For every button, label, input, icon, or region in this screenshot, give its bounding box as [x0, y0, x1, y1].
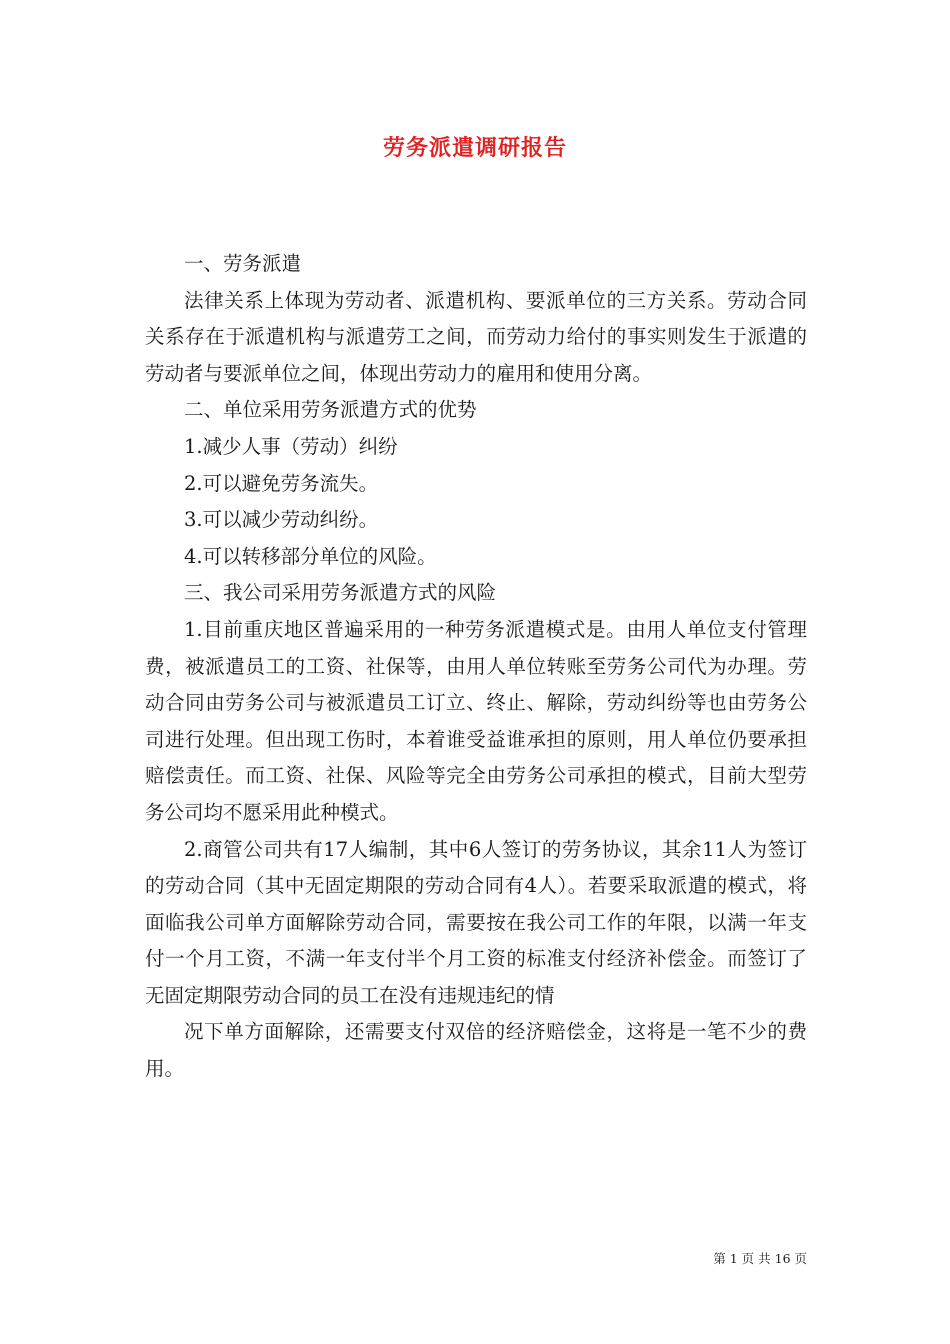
risk-paragraph-2: 2.商管公司共有17人编制，其中6人签订的劳务协议，其余11人为签订的劳动合同（其中无固定期限的劳动合同有4人）。若要采取派遣的模式，将面临我公司单方面解除劳动合同，需要按在我公司工作的年限，以满一年支付一个月工资，不满一年支付半个月工资的标准支付经济补偿金。而签订了无固定期限劳动合同的员工在没有违规违纪的情 [145, 837, 807, 1007]
advantage-item-2: 2.可以避免劳务流失。 [184, 471, 379, 495]
page-number: 第 1 页 共 16 页 [713, 1251, 807, 1266]
advantage-item-4: 4.可以转移部分单位的风险。 [184, 544, 437, 568]
advantage-item-1: 1.减少人事（劳动）纠纷 [184, 434, 398, 458]
section-heading-3: 三、我公司采用劳务派遣方式的风险 [184, 581, 497, 605]
risk-paragraph-2-continued: 况下单方面解除，还需要支付双倍的经济赔偿金，这将是一笔不少的费用。 [145, 1020, 807, 1081]
document-title: 劳务派遣调研报告 [382, 135, 567, 161]
document-body [145, 246, 807, 1088]
advantage-item-3: 3.可以减少劳动纠纷。 [184, 508, 379, 532]
section-heading-2: 二、单位采用劳务派遣方式的优势 [184, 398, 477, 422]
paragraph-legal-relationship: 法律关系上体现为劳动者、派遣机构、要派单位的三方关系。劳动合同关系存在于派遣机构与派遣劳工之间，而劳动力给付的事实则发生于派遣的劳动者与要派单位之间，体现出劳动力的雇用和使用分离。 [145, 288, 807, 385]
risk-paragraph-1: 1.目前重庆地区普遍采用的一种劳务派遣模式是。由用人单位支付管理费，被派遣员工的工资、社保等，由用人单位转账至劳务公司代为办理。劳动合同由劳务公司与被派遣员工订立、终止、解除，劳动纠纷等也由劳务公司进行处理。但出现工伤时，本着谁受益谁承担的原则，用人单位仍要承担赔偿责任。而工资、社保、风险等完全由劳务公司承担的模式，目前大型劳务公司均不愿采用此种模式。 [145, 617, 807, 824]
section-heading-1: 一、劳务派遣 [184, 252, 302, 275]
